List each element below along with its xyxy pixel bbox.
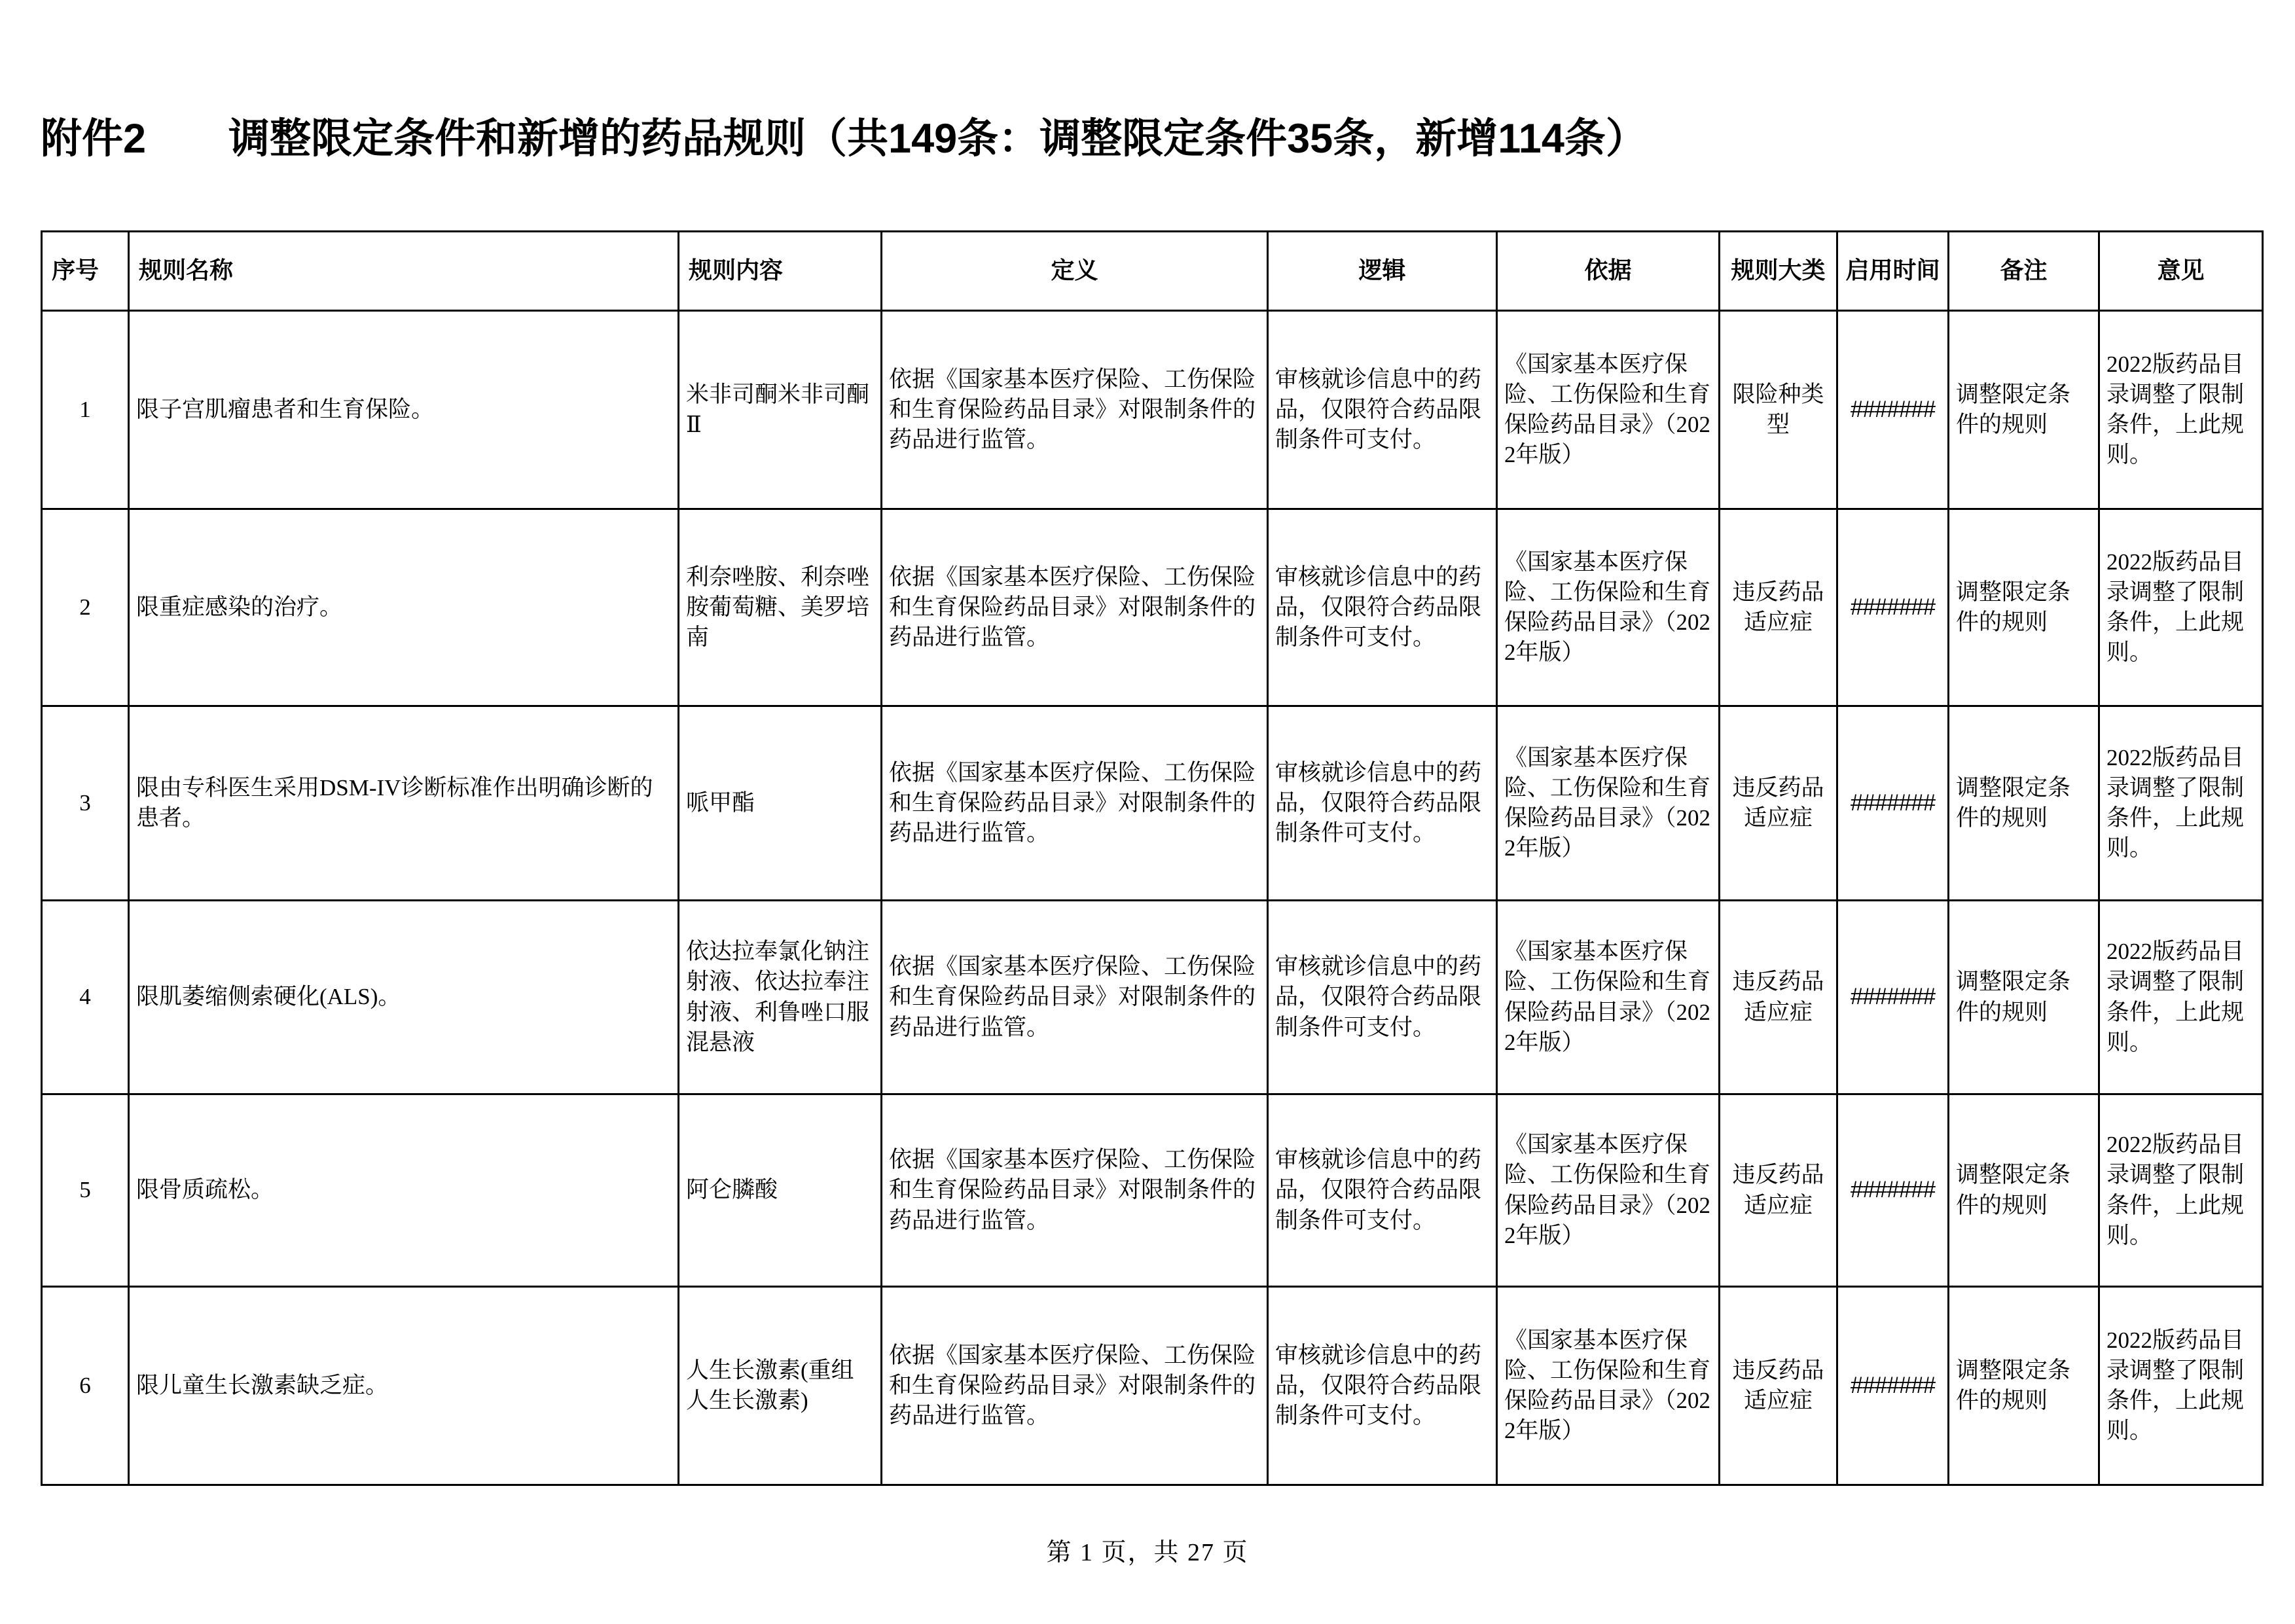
column-header-name: 规则名称 xyxy=(129,232,679,311)
column-header-opinion: 意见 xyxy=(2099,232,2263,311)
cell-enable-time: ####### xyxy=(1837,706,1949,901)
cell-remark: 调整限定条件的规则 xyxy=(1949,509,2099,706)
cell-rule-name: 限由专科医生采用DSM-IV诊断标准作出明确诊断的患者。 xyxy=(129,706,679,901)
cell-seq: 6 xyxy=(42,1287,129,1485)
cell-enable-time: ####### xyxy=(1837,311,1949,509)
cell-category: 违反药品适应症 xyxy=(1720,509,1837,706)
cell-logic: 审核就诊信息中的药品，仅限符合药品限制条件可支付。 xyxy=(1268,901,1497,1094)
cell-enable-time: ####### xyxy=(1837,1287,1949,1485)
table-row xyxy=(42,311,2263,509)
cell-category: 限险种类型 xyxy=(1720,311,1837,509)
page-title: 附件2 调整限定条件和新增的药品规则（共149条：调整限定条件35条，新增114条） xyxy=(41,116,1647,162)
cell-basis: 《国家基本医疗保险、工伤保险和生育保险药品目录》（2022年版） xyxy=(1497,706,1720,901)
cell-enable-time: ####### xyxy=(1837,1094,1949,1287)
cell-rule-name: 限肌萎缩侧索硬化(ALS)。 xyxy=(129,901,679,1094)
column-header-content: 规则内容 xyxy=(679,232,882,311)
cell-rule-name: 限子宫肌瘤患者和生育保险。 xyxy=(129,311,679,509)
cell-category: 违反药品适应症 xyxy=(1720,901,1837,1094)
cell-enable-time: ####### xyxy=(1837,509,1949,706)
cell-seq: 5 xyxy=(42,1094,129,1287)
table-row xyxy=(42,1094,2263,1287)
column-header-basis: 依据 xyxy=(1497,232,1720,311)
cell-definition: 依据《国家基本医疗保险、工伤保险和生育保险药品目录》对限制条件的药品进行监管。 xyxy=(882,509,1268,706)
cell-remark: 调整限定条件的规则 xyxy=(1949,901,2099,1094)
cell-basis: 《国家基本医疗保险、工伤保险和生育保险药品目录》（2022年版） xyxy=(1497,901,1720,1094)
cell-rule-name: 限骨质疏松。 xyxy=(129,1094,679,1287)
cell-remark: 调整限定条件的规则 xyxy=(1949,1287,2099,1485)
cell-seq: 1 xyxy=(42,311,129,509)
cell-opinion: 2022版药品目录调整了限制条件，上此规则。 xyxy=(2099,1094,2263,1287)
page-footer: 第 1 页，共 27 页 xyxy=(1046,1539,1249,1566)
cell-rule-content: 哌甲酯 xyxy=(679,706,882,901)
column-header-logic: 逻辑 xyxy=(1268,232,1497,311)
cell-opinion: 2022版药品目录调整了限制条件，上此规则。 xyxy=(2099,1287,2263,1485)
cell-opinion: 2022版药品目录调整了限制条件，上此规则。 xyxy=(2099,509,2263,706)
table-row xyxy=(42,1287,2263,1485)
table-row xyxy=(42,901,2263,1094)
table-row xyxy=(42,706,2263,901)
cell-rule-content: 米非司酮米非司酮Ⅱ xyxy=(679,311,882,509)
column-header-remark: 备注 xyxy=(1949,232,2099,311)
cell-seq: 3 xyxy=(42,706,129,901)
cell-logic: 审核就诊信息中的药品，仅限符合药品限制条件可支付。 xyxy=(1268,509,1497,706)
cell-definition: 依据《国家基本医疗保险、工伤保险和生育保险药品目录》对限制条件的药品进行监管。 xyxy=(882,706,1268,901)
cell-definition: 依据《国家基本医疗保险、工伤保险和生育保险药品目录》对限制条件的药品进行监管。 xyxy=(882,311,1268,509)
column-header-enable-time: 启用时间 xyxy=(1837,232,1949,311)
table-body xyxy=(42,311,2263,1485)
cell-definition: 依据《国家基本医疗保险、工伤保险和生育保险药品目录》对限制条件的药品进行监管。 xyxy=(882,1094,1268,1287)
column-header-seq: 序号 xyxy=(42,232,129,311)
cell-remark: 调整限定条件的规则 xyxy=(1949,706,2099,901)
cell-seq: 2 xyxy=(42,509,129,706)
cell-logic: 审核就诊信息中的药品，仅限符合药品限制条件可支付。 xyxy=(1268,1094,1497,1287)
cell-definition: 依据《国家基本医疗保险、工伤保险和生育保险药品目录》对限制条件的药品进行监管。 xyxy=(882,1287,1268,1485)
cell-rule-name: 限儿童生长激素缺乏症。 xyxy=(129,1287,679,1485)
cell-category: 违反药品适应症 xyxy=(1720,706,1837,901)
cell-logic: 审核就诊信息中的药品，仅限符合药品限制条件可支付。 xyxy=(1268,706,1497,901)
cell-opinion: 2022版药品目录调整了限制条件，上此规则。 xyxy=(2099,901,2263,1094)
cell-opinion: 2022版药品目录调整了限制条件，上此规则。 xyxy=(2099,706,2263,901)
cell-category: 违反药品适应症 xyxy=(1720,1094,1837,1287)
cell-category: 违反药品适应症 xyxy=(1720,1287,1837,1485)
cell-rule-content: 人生长激素(重组人生长激素) xyxy=(679,1287,882,1485)
cell-remark: 调整限定条件的规则 xyxy=(1949,311,2099,509)
drug-rules-table xyxy=(41,230,2264,1486)
table-header-row xyxy=(42,232,2263,311)
cell-enable-time: ####### xyxy=(1837,901,1949,1094)
cell-basis: 《国家基本医疗保险、工伤保险和生育保险药品目录》（2022年版） xyxy=(1497,509,1720,706)
cell-remark: 调整限定条件的规则 xyxy=(1949,1094,2099,1287)
cell-rule-content: 利奈唑胺、利奈唑胺葡萄糖、美罗培南 xyxy=(679,509,882,706)
cell-definition: 依据《国家基本医疗保险、工伤保险和生育保险药品目录》对限制条件的药品进行监管。 xyxy=(882,901,1268,1094)
cell-basis: 《国家基本医疗保险、工伤保险和生育保险药品目录》（2022年版） xyxy=(1497,1287,1720,1485)
cell-opinion: 2022版药品目录调整了限制条件，上此规则。 xyxy=(2099,311,2263,509)
cell-rule-name: 限重症感染的治疗。 xyxy=(129,509,679,706)
cell-logic: 审核就诊信息中的药品，仅限符合药品限制条件可支付。 xyxy=(1268,311,1497,509)
cell-logic: 审核就诊信息中的药品，仅限符合药品限制条件可支付。 xyxy=(1268,1287,1497,1485)
cell-basis: 《国家基本医疗保险、工伤保险和生育保险药品目录》（2022年版） xyxy=(1497,311,1720,509)
cell-rule-content: 阿仑膦酸 xyxy=(679,1094,882,1287)
cell-basis: 《国家基本医疗保险、工伤保险和生育保险药品目录》（2022年版） xyxy=(1497,1094,1720,1287)
cell-rule-content: 依达拉奉氯化钠注射液、依达拉奉注射液、利鲁唑口服混悬液 xyxy=(679,901,882,1094)
column-header-definition: 定义 xyxy=(882,232,1268,311)
cell-seq: 4 xyxy=(42,901,129,1094)
table-row xyxy=(42,509,2263,706)
column-header-category: 规则大类 xyxy=(1720,232,1837,311)
